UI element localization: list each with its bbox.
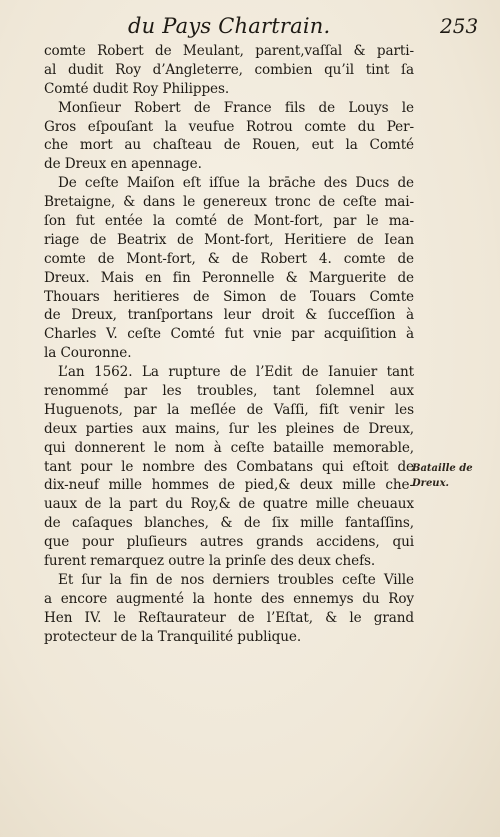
text-line: ſon fut entée la comté de Mont-fort, par le ma-: [44, 213, 414, 230]
text-line: Monſieur Robert de France fils de Louys le: [58, 99, 414, 116]
running-title: du Pays Chartrain.: [128, 14, 331, 38]
text-line: uaux de la part du Roy,& de quatre mille cheuaux: [44, 496, 414, 513]
text-line: renommé par les troubles, tant ſolemnel aux: [44, 383, 414, 400]
text-line: comte de Mont-fort, & de Robert 4. comte de: [44, 250, 414, 267]
text-line: furent remarquez outre la prinſe des deux chefs.: [44, 553, 376, 570]
text-line: Bretaigne, & dans le genereux tronc de ceſte mai-: [44, 194, 414, 211]
margin-note-line: Dreux.: [412, 478, 450, 489]
text-line: Et ſur la fin de nos derniers troubles ceſte Ville: [58, 571, 414, 588]
margin-note: [412, 461, 492, 491]
text-line: Charles V. ceſte Comté fut vnie par acquiſition à: [44, 326, 414, 343]
text-line: De ceſte Maiſon eſt iſſue la brāche des Ducs de: [58, 175, 414, 192]
text-line: a encore augmenté la honte des ennemys du Roy: [44, 590, 414, 607]
text-line: de caſaques blanches, & de ſix mille fantaſſins,: [44, 515, 414, 532]
text-line: qui donnerent le nom à ceſte bataille memorable,: [44, 439, 414, 456]
page-number: 253: [440, 14, 479, 38]
text-line: de Dreux en apennage.: [44, 156, 202, 173]
text-line: L’an 1562. La rupture de l’Edit de Ianuier tant: [58, 364, 414, 381]
text-line: tant pour le nombre des Combatans qui eſtoit de: [44, 458, 414, 475]
text-line: comte Robert de Meulant, parent,vaſſal & parti-: [44, 43, 414, 59]
text-line: la Couronne.: [44, 345, 132, 362]
text-line: dix-neuf mille hommes de pied,& deux mille che-: [44, 477, 414, 494]
text-block: [44, 42, 414, 647]
text-line: Dreux. Mais en fin Peronnelle & Marguerite de: [44, 269, 414, 286]
text-line: Thouars heritieres de Simon de Touars Comte: [44, 288, 414, 305]
text-line: Gros eſpouſant la veufue Rotrou comte du Per-: [44, 118, 414, 135]
text-line: que pour pluſieurs autres grands accidens, qui: [44, 534, 414, 551]
text-line: de Dreux, tranſportans leur droit & ſucceſſion à: [44, 307, 414, 324]
text-line: Huguenots, par la meſlée de Vaſſi, fiſt venir les: [44, 401, 414, 418]
text-line: riage de Beatrix de Mont-fort, Heritiere de Iean: [44, 231, 414, 248]
text-line: Comté dudit Roy Philippes.: [44, 80, 230, 97]
margin-note-line: Bataille de: [412, 463, 473, 474]
text-line: che mort au chaſteau de Rouen, eut la Comté: [44, 137, 414, 154]
text-line: protecteur de la Tranquilité publique.: [44, 628, 302, 645]
text-line: deux parties aux mains, ſur les pleines de Dreux,: [44, 420, 414, 437]
text-line: Hen IV. le Reſtaurateur de l’Eſtat, & le grand: [44, 609, 414, 626]
text-line: al dudit Roy d’Angleterre, combien qu’il tint ſa: [44, 61, 414, 78]
